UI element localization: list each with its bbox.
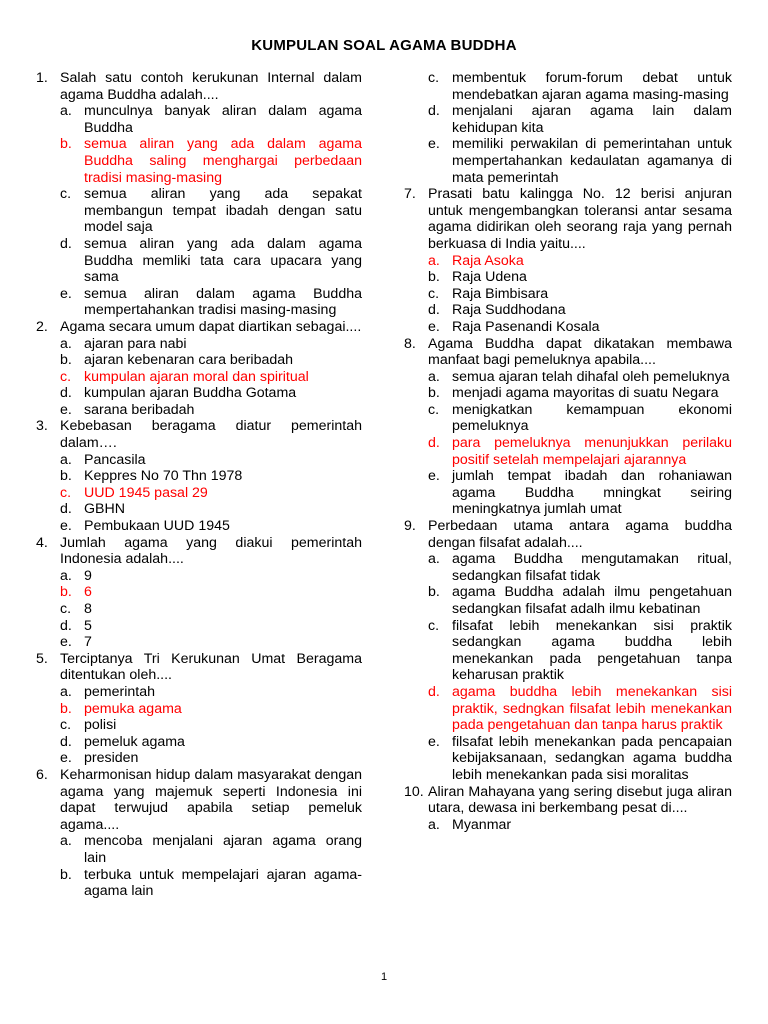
option (404, 319, 732, 336)
option-text: pemerintah (84, 683, 155, 700)
question-text: Jumlah agama yang diakui pemerintah Indonesia adalah.... (60, 534, 362, 568)
option-letter: b. (60, 866, 72, 883)
question-number: 1. (36, 70, 48, 86)
option (36, 336, 362, 353)
option (36, 452, 362, 469)
option (404, 402, 732, 435)
option-letter: d. (60, 235, 72, 252)
option-text: 9 (84, 567, 92, 584)
option-letter: b. (60, 584, 72, 601)
option-correct (404, 435, 732, 468)
option-text: mencoba menjalani ajaran agama orang lain (84, 833, 362, 866)
option-letter: e. (60, 750, 72, 767)
option-text: semua aliran yang ada dalam agama Buddha memliki tata cara upacara yang sama (84, 235, 362, 286)
question-number: 3. (36, 418, 48, 435)
question-number: 10. (404, 783, 424, 800)
option (36, 385, 362, 402)
option-letter: a. (60, 451, 72, 468)
option (404, 618, 732, 684)
option (36, 286, 362, 319)
option-text: semua ajaran telah dihafal oleh pemeluknya (452, 368, 730, 385)
question-9 (404, 518, 732, 551)
option-letter: a. (428, 551, 440, 568)
option-text: Raja Bimbisara (452, 285, 549, 302)
option-letter: d. (428, 683, 440, 700)
option-letter: d. (60, 617, 72, 634)
question-text: Salah satu contoh kerukunan Internal dalam agama Buddha adalah.... (60, 70, 362, 103)
option-correct (36, 584, 362, 601)
option-letter: b. (60, 700, 72, 717)
question-number: 7. (404, 186, 416, 203)
option-text: Keppres No 70 Thn 1978 (84, 468, 243, 485)
question-7 (404, 186, 732, 252)
document-title: KUMPULAN SOAL AGAMA BUDDHA (251, 37, 517, 54)
option-letter: c. (60, 601, 72, 617)
option-letter: c. (428, 617, 440, 634)
option-letter: b. (60, 352, 72, 369)
option-correct (404, 253, 732, 270)
question-text: Kebebasan beragama diatur pemerintah dalam…. (60, 418, 362, 452)
option (36, 518, 362, 535)
option-text: semua aliran yang ada sepakat membangun tempat ibadah dengan satu model saja (84, 186, 362, 236)
option (36, 734, 362, 751)
option-text: pemuka agama (84, 700, 182, 717)
option-letter: e. (60, 285, 72, 302)
option-text: Pembukaan UUD 1945 (84, 518, 230, 535)
option-text: Raja Asoka (452, 252, 524, 269)
option (404, 551, 732, 584)
option-letter: e. (60, 401, 72, 418)
option-letter: b. (428, 385, 440, 402)
option-text: 8 (84, 601, 92, 617)
option-letter: e. (60, 518, 72, 535)
option-text: kumpulan ajaran moral dan spiritual (84, 368, 309, 385)
right-column (404, 70, 732, 833)
option-text: filsafat lebih menekankan pada pencapaian kebijaksanaan, sedangkan agama buddha lebih menekankan pada sisi moralitas (452, 733, 732, 783)
question-5 (36, 651, 362, 684)
option-text: memiliki perwakilan di pemerintahan untuk mempertahankan kedaulatan agamanya di mata pemerintah (452, 136, 732, 186)
option-letter: a. (60, 567, 72, 584)
option (36, 568, 362, 585)
option-text: agama Buddha adalah ilmu pengetahuan sedangkan filsafat adalh ilmu kebatinan (452, 584, 732, 617)
option (36, 634, 362, 651)
option-letter: b. (428, 269, 440, 286)
option-letter: e. (60, 634, 72, 651)
option-correct (36, 136, 362, 186)
question-number: 2. (36, 318, 48, 335)
option-text: semua aliran dalam agama Buddha mempertahankan tradisi masing-masing (84, 285, 362, 319)
option-text: GBHN (84, 501, 125, 518)
option-letter: e. (428, 733, 440, 750)
question-text: Agama secara umum dapat diartikan sebagai.... (60, 318, 362, 335)
option-text: filsafat lebih menekankan sisi praktik sedangkan agama buddha lebih menekankan pada pengetahuan tanpa keharusan praktik (452, 617, 732, 684)
option-text: pemeluk agama (84, 733, 185, 750)
option-letter: a. (60, 335, 72, 352)
question-text: Terciptanya Tri Kerukunan Umat Beragama ditentukan oleh.... (60, 650, 362, 684)
option (36, 601, 362, 618)
question-8 (404, 336, 732, 369)
option-text: para pemeluknya menunjukkan perilaku positif setelah mempelajari ajarannya (452, 435, 732, 468)
option-letter: a. (60, 833, 72, 850)
option-text: 5 (84, 617, 92, 634)
option-letter: c. (60, 484, 72, 501)
option-text: Raja Udena (452, 269, 527, 286)
option (404, 103, 732, 136)
option (36, 402, 362, 419)
option-text: sarana beribadah (84, 401, 195, 418)
option-letter: c. (60, 717, 72, 734)
page-number: 1 (380, 971, 388, 983)
option-text: terbuka untuk mempelajari ajaran agama-agama lain (84, 866, 362, 900)
question-number: 6. (36, 766, 48, 783)
option-text: UUD 1945 pasal 29 (84, 484, 208, 501)
option-letter: d. (60, 385, 72, 402)
option-letter: c. (60, 186, 72, 203)
question-text: Perbedaan utama antara agama buddha dengan filsafat adalah.... (428, 518, 732, 551)
option-text: kumpulan ajaran Buddha Gotama (84, 385, 297, 402)
option (36, 684, 362, 701)
option (36, 717, 362, 734)
option (404, 734, 732, 784)
question-text: Agama Buddha dapat dikatakan membawa manfaat bagi pemeluknya apabila.... (428, 335, 732, 369)
option (404, 302, 732, 319)
option-letter: a. (428, 368, 440, 385)
question-text: Aliran Mahayana yang sering disebut juga aliran utara, dewasa ini berkembang pesat di.... (428, 783, 732, 817)
option (36, 103, 362, 136)
option-text: 6 (84, 584, 92, 601)
option-correct (36, 369, 362, 386)
option (404, 286, 732, 303)
option-correct (36, 485, 362, 502)
option (404, 269, 732, 286)
option-letter: e. (428, 136, 440, 153)
question-number: 8. (404, 335, 416, 352)
option-text: membentuk forum-forum debat untuk mendebatkan ajaran agama masing-masing (452, 70, 732, 103)
option (36, 501, 362, 518)
question-text: Prasati batu kalingga No. 12 berisi anjuran untuk mengembangkan toleransi antar sesama agama didirikan oleh seorang raja yang pernah berkuasa di India yaitu.... (428, 186, 732, 252)
option-letter: b. (60, 468, 72, 485)
option-letter: c. (60, 368, 72, 385)
option (36, 833, 362, 866)
question-number: 5. (36, 650, 48, 667)
option-text: munculnya banyak aliran dalam agama Buddha (84, 103, 362, 136)
option (36, 867, 362, 900)
option-text: ajaran kebenaran cara beribadah (84, 352, 294, 369)
question-4 (36, 535, 362, 568)
option (36, 618, 362, 635)
option-letter: d. (428, 302, 440, 319)
option-letter: c. (428, 70, 440, 86)
option-text: Raja Pasenandi Kosala (452, 318, 600, 335)
question-number: 4. (36, 534, 48, 551)
option (36, 468, 362, 485)
option (36, 352, 362, 369)
option-correct (36, 701, 362, 718)
option-correct (404, 684, 732, 734)
option-letter: e. (428, 318, 440, 335)
option-letter: b. (60, 136, 72, 153)
question-text: Keharmonisan hidup dalam masyarakat dengan agama yang majemuk seperti Indonesia ini dapat terwujud apabila setiap pemeluk agama.... (60, 766, 362, 833)
option (404, 369, 732, 386)
option-letter: d. (428, 103, 440, 120)
left-column (36, 70, 362, 900)
option-text: Pancasila (84, 451, 146, 468)
option-text: jumlah tempat ibadah dan rohaniawan agama Buddha mningkat seiring meningkatnya jumlah umat (452, 468, 732, 518)
option-text: agama Buddha mengutamakan ritual, sedangkan filsafat tidak (452, 551, 732, 584)
option (404, 385, 732, 402)
option (36, 236, 362, 286)
question-2 (36, 319, 362, 336)
question-3 (36, 418, 362, 451)
question-1 (36, 70, 362, 103)
option-text: menjalani ajaran agama lain dalam kehidupan kita (452, 103, 732, 136)
option-text: ajaran para nabi (84, 335, 187, 352)
option-letter: d. (60, 733, 72, 750)
option (36, 750, 362, 767)
option-letter: d. (60, 501, 72, 518)
option-letter: c. (428, 401, 440, 418)
option-text: 7 (84, 634, 92, 651)
option (404, 468, 732, 518)
option-letter: a. (428, 816, 440, 833)
question-number: 9. (404, 518, 416, 535)
option-letter: a. (60, 683, 72, 700)
option-text: menjadi agama mayoritas di suatu Negara (452, 385, 719, 402)
option-letter: b. (428, 584, 440, 601)
option (404, 584, 732, 617)
question-10 (404, 784, 732, 817)
option-text: polisi (84, 717, 117, 734)
option-letter: a. (60, 103, 72, 120)
option (404, 136, 732, 186)
option-text: Raja Suddhodana (452, 302, 566, 319)
option-letter: c. (428, 285, 440, 302)
question-6 (36, 767, 362, 833)
option-text: Myanmar (452, 816, 512, 833)
option-letter: d. (428, 435, 440, 452)
option-letter: a. (428, 252, 440, 269)
option-text: menigkatkan kemampuan ekonomi pemeluknya (452, 401, 732, 435)
option (404, 70, 732, 103)
option (404, 817, 732, 834)
option-text: presiden (84, 750, 139, 767)
option-letter: e. (428, 468, 440, 485)
option-text: semua aliran yang ada dalam agama Buddha saling menghargai perbedaan tradisi masing-masing (84, 136, 362, 186)
option-text: agama buddha lebih menekankan sisi praktik, sedngkan filsafat lebih menekankan pada pengetahuan dan tanpa harus praktik (452, 683, 732, 734)
option (36, 186, 362, 236)
